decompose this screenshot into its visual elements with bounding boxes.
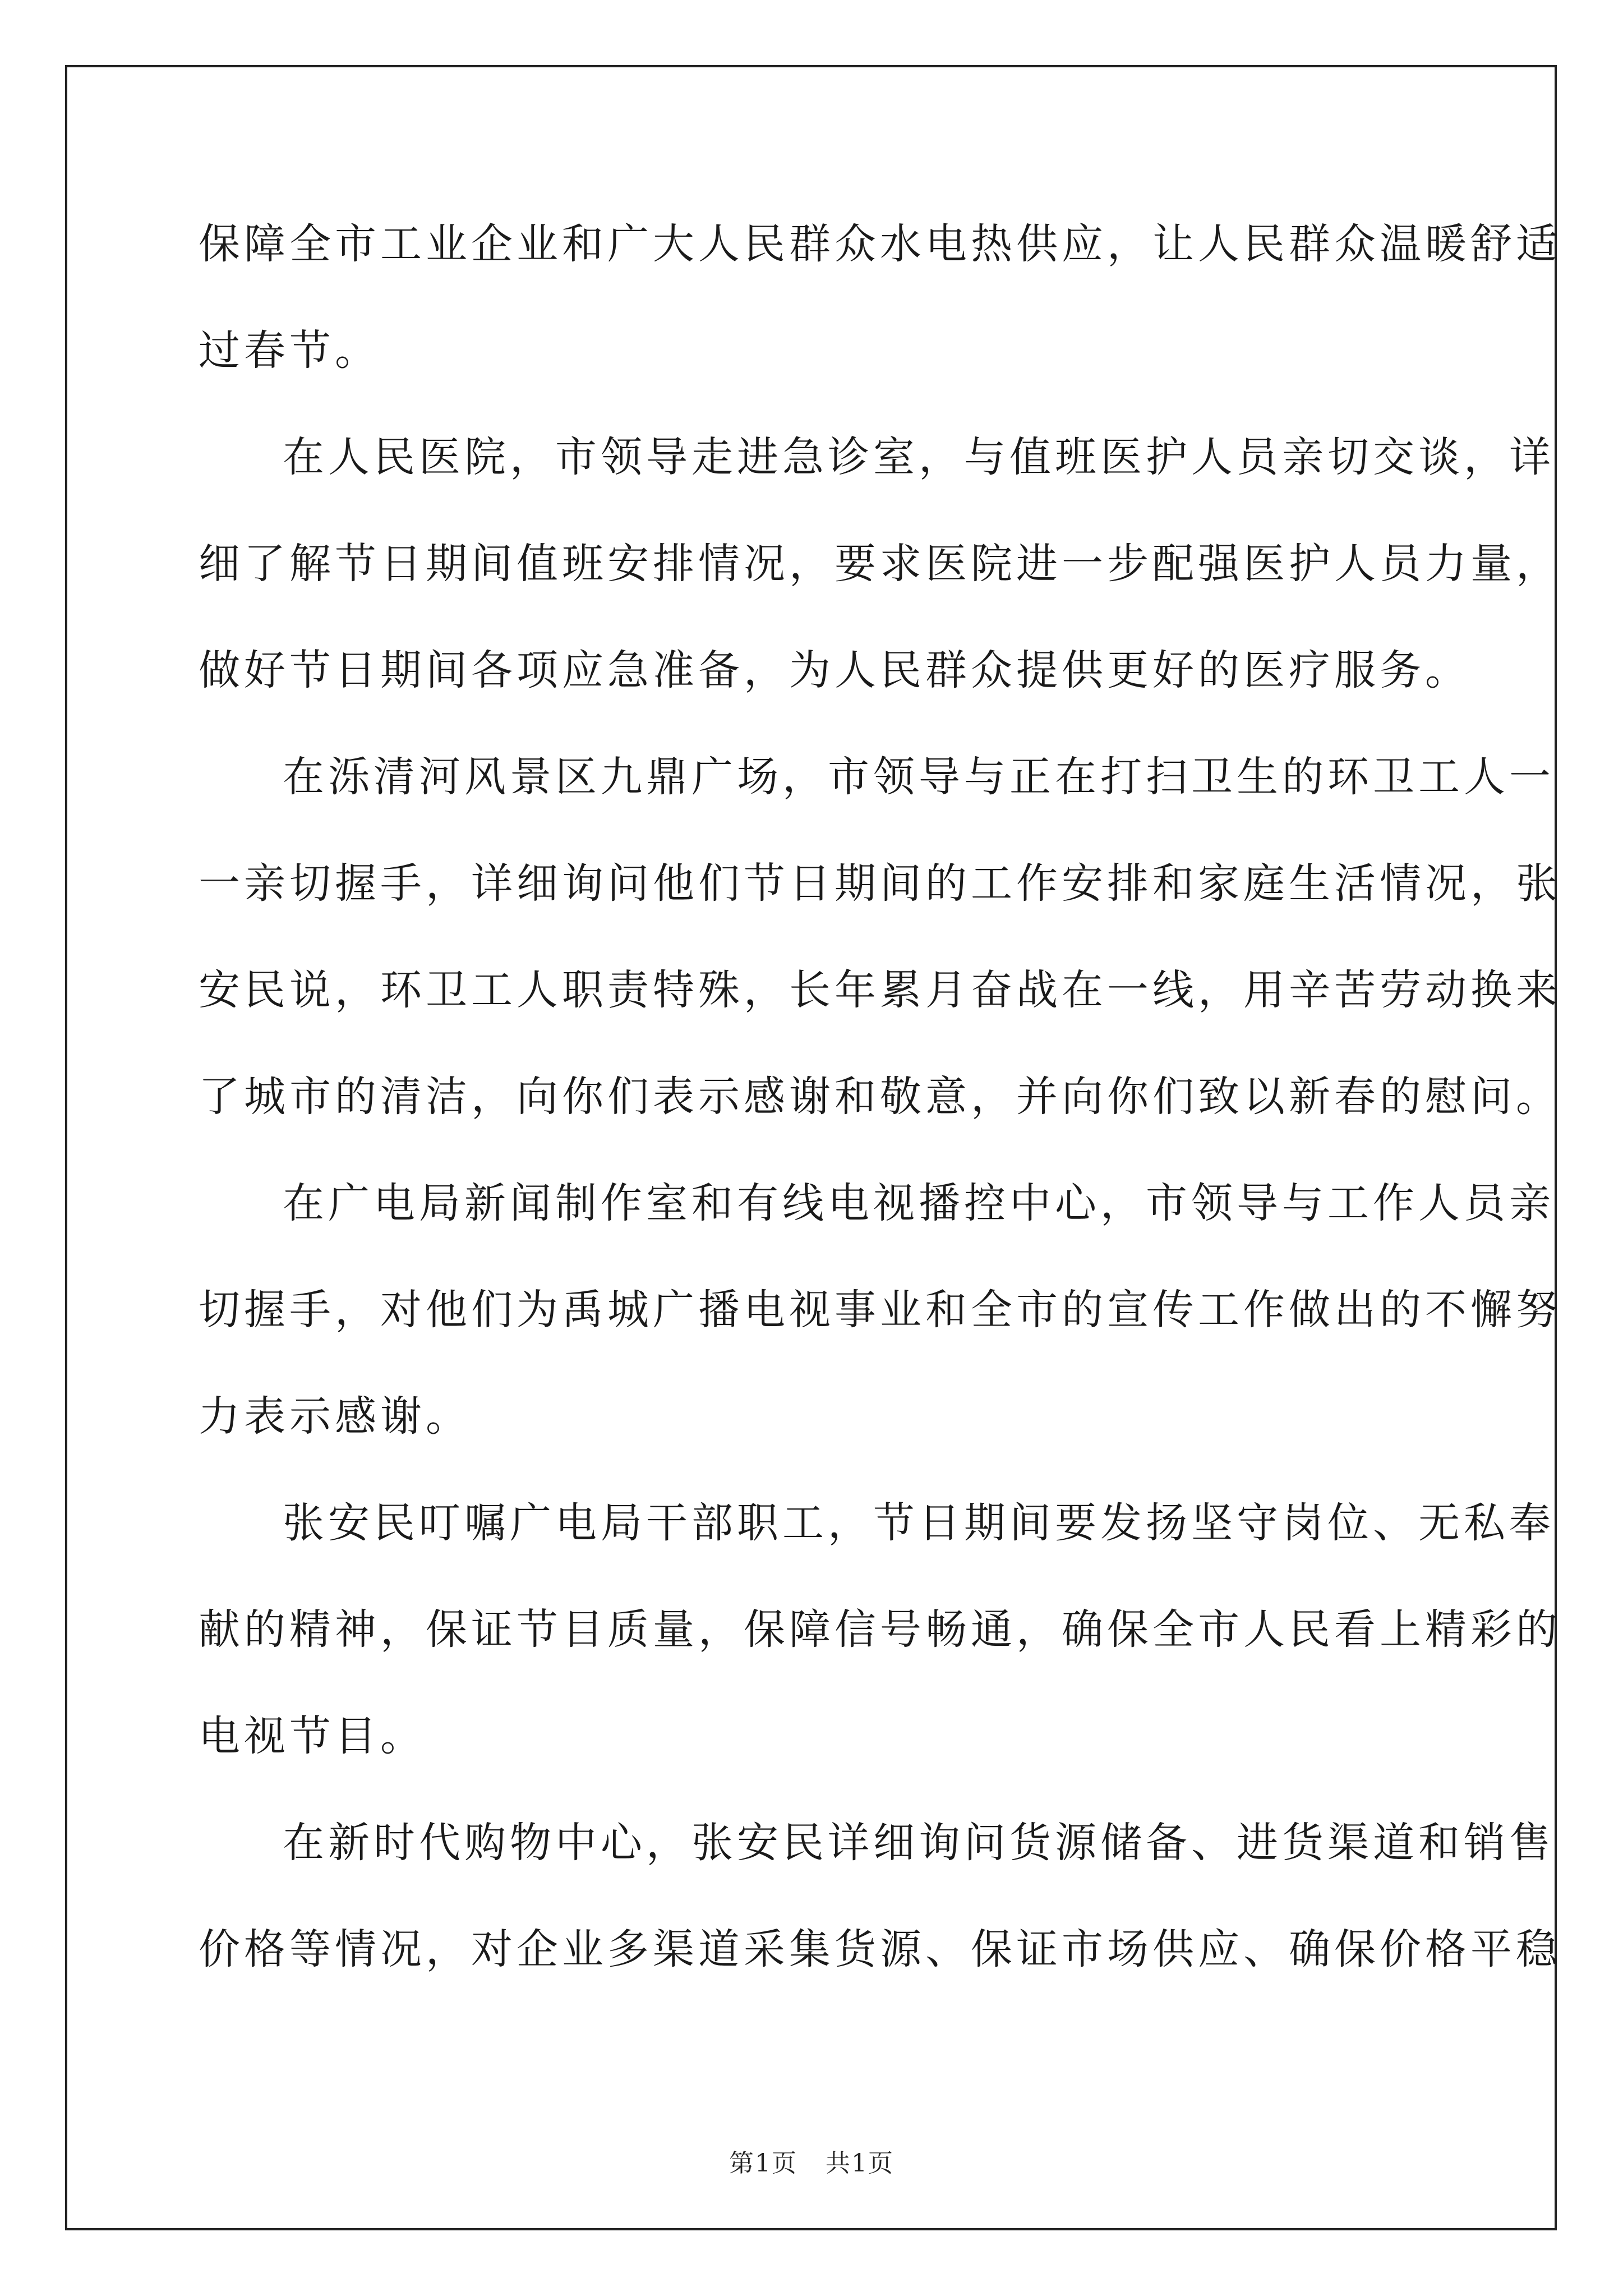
text-line: 价格等情况，对企业多渠道采集货源、保证市场供应、确保价格平稳 xyxy=(199,1925,1561,1973)
text-line: 一亲切握手，详细询问他们节日期间的工作安排和家庭生活情况，张 xyxy=(199,859,1561,908)
page-footer xyxy=(0,2143,1623,2179)
paragraph-start-line: 在人民医院，市领导走进急诊室，与值班医护人员亲切交谈，详 xyxy=(283,433,1555,481)
text-line: 细了解节日期间值班安排情况，要求医院进一步配强医护人员力量， xyxy=(199,540,1561,588)
paragraph-start-line: 在新时代购物中心，张安民详细询问货源储备、进货渠道和销售 xyxy=(283,1819,1555,1867)
paragraph-start-line: 张安民叮嘱广电局干部职工，节日期间要发扬坚守岗位、无私奉 xyxy=(283,1499,1555,1547)
text-line: 力表示感谢。 xyxy=(199,1392,471,1441)
text-line: 安民说，环卫工人职责特殊，长年累月奋战在一线，用辛苦劳动换来 xyxy=(199,966,1561,1014)
text-line: 电视节目。 xyxy=(199,1712,426,1760)
paragraph-start-line: 在泺清河风景区九鼎广场，市领导与正在打扫卫生的环卫工人一 xyxy=(283,753,1555,801)
page-total: 共1页 xyxy=(826,2149,894,2178)
text-line: 保障全市工业企业和广大人民群众水电热供应，让人民群众温暖舒适 xyxy=(199,220,1561,268)
paragraph-start-line: 在广电局新闻制作室和有线电视播控中心，市领导与工作人员亲 xyxy=(283,1179,1555,1227)
text-line: 献的精神，保证节目质量，保障信号畅通，确保全市人民看上精彩的 xyxy=(199,1605,1561,1654)
text-line: 切握手，对他们为禹城广播电视事业和全市的宣传工作做出的不懈努 xyxy=(199,1286,1561,1334)
text-line: 过春节。 xyxy=(199,326,380,375)
text-line: 做好节日期间各项应急准备，为人民群众提供更好的医疗服务。 xyxy=(199,646,1470,694)
text-line: 了城市的清洁，向你们表示感谢和敬意，并向你们致以新春的慰问。 xyxy=(199,1073,1561,1121)
document-body xyxy=(199,191,1561,2003)
page-number: 第1页 xyxy=(729,2149,797,2178)
